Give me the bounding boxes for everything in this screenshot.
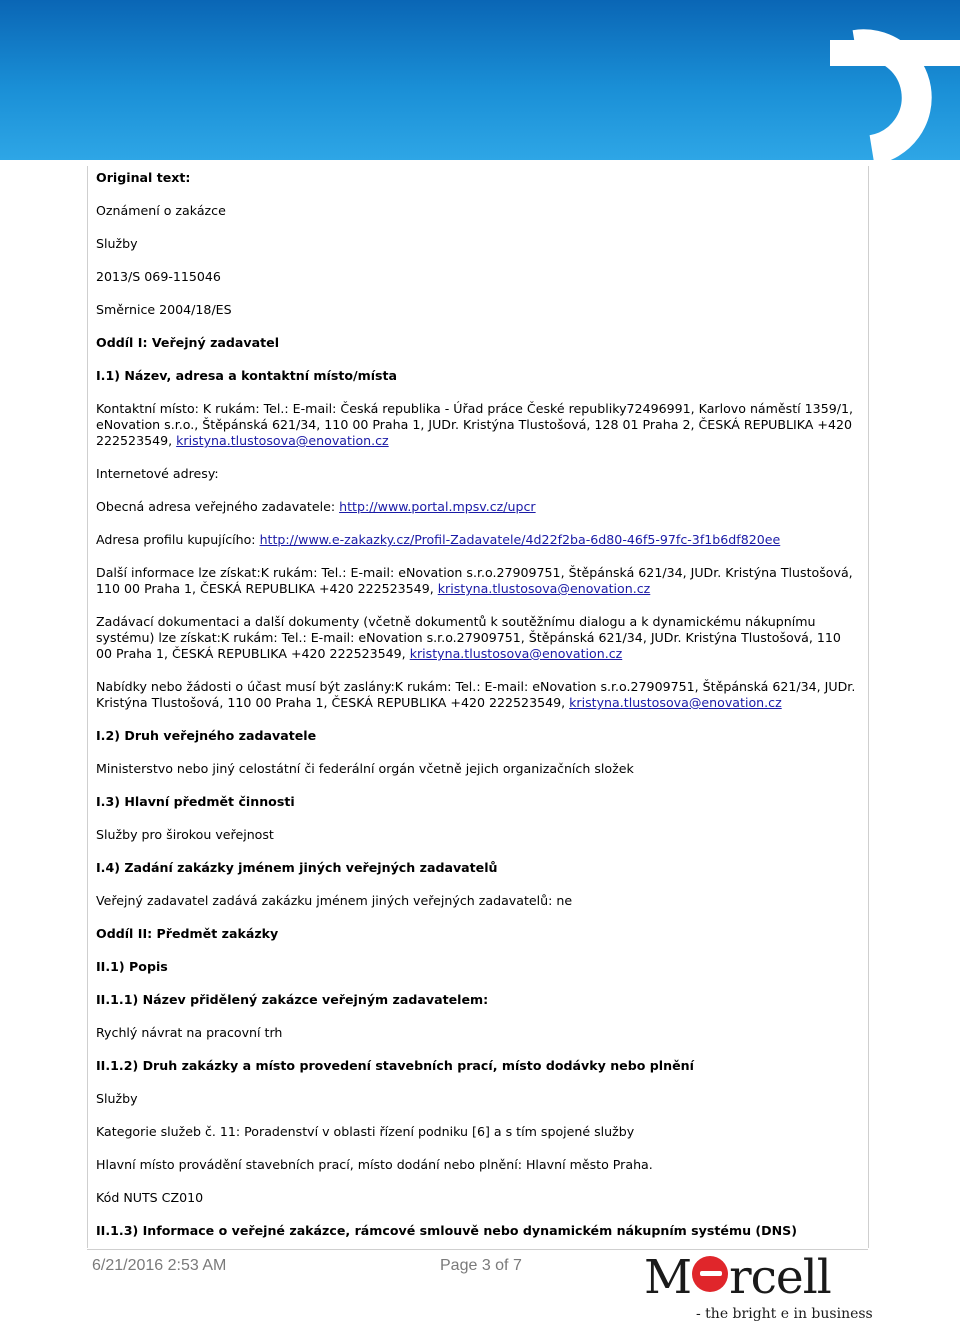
contact-email-link[interactable]: kristyna.tlustosova@enovation.cz	[176, 433, 389, 448]
section-2-1-2-place: Hlavní místo provádění stavebních prací, místo dodání nebo plnění: Hlavní město Praha.	[96, 1157, 653, 1172]
logo-letter-m: M	[644, 1250, 692, 1305]
tender-docs-text: Zadávací dokumentaci a další dokumenty (včetně dokumentů k soutěžnímu dialogu a k dynamickému nákupnímu systému) lze získat:K rukám: Tel.: E-mail: eNovation s.r.o.27909751, Štěpánská 621/34, JUDr. Kristýna Tlustošová, 110 00 Praha 1, ČESKÁ REPUBLIKA +420 222523549,	[96, 614, 841, 661]
section-2-1-2-category: Kategorie služeb č. 11: Poradenství v oblasti řízení podniku [6] a s tím spojené služby	[96, 1124, 635, 1139]
section-2-1-1-heading: II.1.1) Název přidělený zakázce veřejným zadavatelem:	[96, 992, 489, 1007]
section-2-1-2-heading: II.1.2) Druh zakázky a místo provedení stavebních prací, místo dodávky nebo plnění	[96, 1058, 694, 1073]
general-address-link[interactable]: http://www.portal.mpsv.cz/upcr	[339, 499, 536, 514]
further-info-email-link[interactable]: kristyna.tlustosova@enovation.cz	[437, 581, 651, 596]
internet-addresses-label: Internetové adresy:	[96, 466, 219, 481]
footer-date: 6/21/2016 2:53 AM	[92, 1257, 227, 1274]
original-text-label: Original text:	[96, 170, 191, 185]
logo-e-icon	[692, 1256, 728, 1292]
header-banner	[0, 0, 960, 160]
section-2-1-heading: II.1) Popis	[96, 959, 168, 974]
buyer-profile-paragraph	[96, 532, 856, 548]
document-body	[96, 170, 856, 1256]
section-1-2-value: Ministerstvo nebo jiný celostátní či federální orgán včetně jejich organizačních složek	[96, 761, 634, 776]
section-1-1-heading: I.1) Název, adresa a kontaktní místo/místa	[96, 368, 398, 383]
logo-letters-rcell: rcell	[729, 1250, 831, 1305]
section-1-4-value: Veřejný zadavatel zadává zakázku jménem jiných veřejných zadavatelů: ne	[96, 893, 573, 908]
section-2-1-3-heading: II.1.3) Informace o veřejné zakázce, rámcové smlouvě nebo dynamickém nákupním systému (DNS)	[96, 1223, 797, 1238]
section-1-3-heading: I.3) Hlavní předmět činnosti	[96, 794, 295, 809]
logo-tagline: - the bright e in business	[696, 1306, 873, 1322]
section-1-3-value: Služby pro širokou veřejnost	[96, 827, 274, 842]
section-1-4-heading: I.4) Zadání zakázky jménem jiných veřejných zadavatelů	[96, 860, 498, 875]
marcell-logo	[642, 1252, 872, 1326]
general-address-paragraph	[96, 499, 856, 515]
further-info-paragraph	[96, 565, 856, 597]
section-2-heading: Oddíl II: Předmět zakázky	[96, 926, 279, 941]
contact-paragraph	[96, 401, 856, 449]
tender-docs-email-link[interactable]: kristyna.tlustosova@enovation.cz	[409, 646, 623, 661]
further-info-text: Další informace lze získat:K rukám: Tel.: E-mail: eNovation s.r.o.27909751, Štěpánská 621/34, JUDr. Kristýna Tlustošová, 110 00 Praha 1, ČESKÁ REPUBLIKA +420 222523549,	[96, 565, 853, 596]
tender-docs-paragraph	[96, 614, 856, 662]
contact-text: Kontaktní místo: K rukám: Tel.: E-mail: Česká republika - Úřad práce České republiky72496991, Karlovo náměstí 1359/1, eNovation s.r.o., Štěpánská 621/34, 110 00 Praha 1, JUDr. Kristýna Tlustošová, 128 01 Praha 2, ČESKÁ REPUBLIKA +420 222523549,	[96, 401, 853, 448]
logo-wordmark	[644, 1252, 831, 1304]
footer-page-number: Page 3 of 7	[440, 1257, 522, 1274]
enovation-e-logo-icon	[760, 0, 960, 160]
buyer-profile-label: Adresa profilu kupujícího:	[96, 532, 260, 547]
notice-type: Oznámení o zakázce	[96, 203, 226, 218]
buyer-profile-link[interactable]: http://www.e-zakazky.cz/Profil-Zadavatele/4d22f2ba-6d80-46f5-97fc-3f1b6df820ee	[259, 532, 781, 547]
section-2-1-1-value: Rychlý návrat na pracovní trh	[96, 1025, 283, 1040]
section-1-heading: Oddíl I: Veřejný zadavatel	[96, 335, 280, 350]
section-1-2-heading: I.2) Druh veřejného zadavatele	[96, 728, 317, 743]
bids-paragraph	[96, 679, 856, 711]
bids-email-link[interactable]: kristyna.tlustosova@enovation.cz	[569, 695, 782, 710]
directive: Směrnice 2004/18/ES	[96, 302, 232, 317]
section-2-1-2-type: Služby	[96, 1091, 138, 1106]
contract-type: Služby	[96, 236, 138, 251]
section-2-1-2-nuts: Kód NUTS CZ010	[96, 1190, 204, 1205]
notice-number: 2013/S 069-115046	[96, 269, 221, 284]
bids-text: Nabídky nebo žádosti o účast musí být zaslány:K rukám: Tel.: E-mail: eNovation s.r.o.27909751, Štěpánská 621/34, JUDr. Kristýna Tlustošová, 110 00 Praha 1, ČESKÁ REPUBLIKA +420 222523549,	[96, 679, 856, 710]
general-address-label: Obecná adresa veřejného zadavatele:	[96, 499, 340, 514]
